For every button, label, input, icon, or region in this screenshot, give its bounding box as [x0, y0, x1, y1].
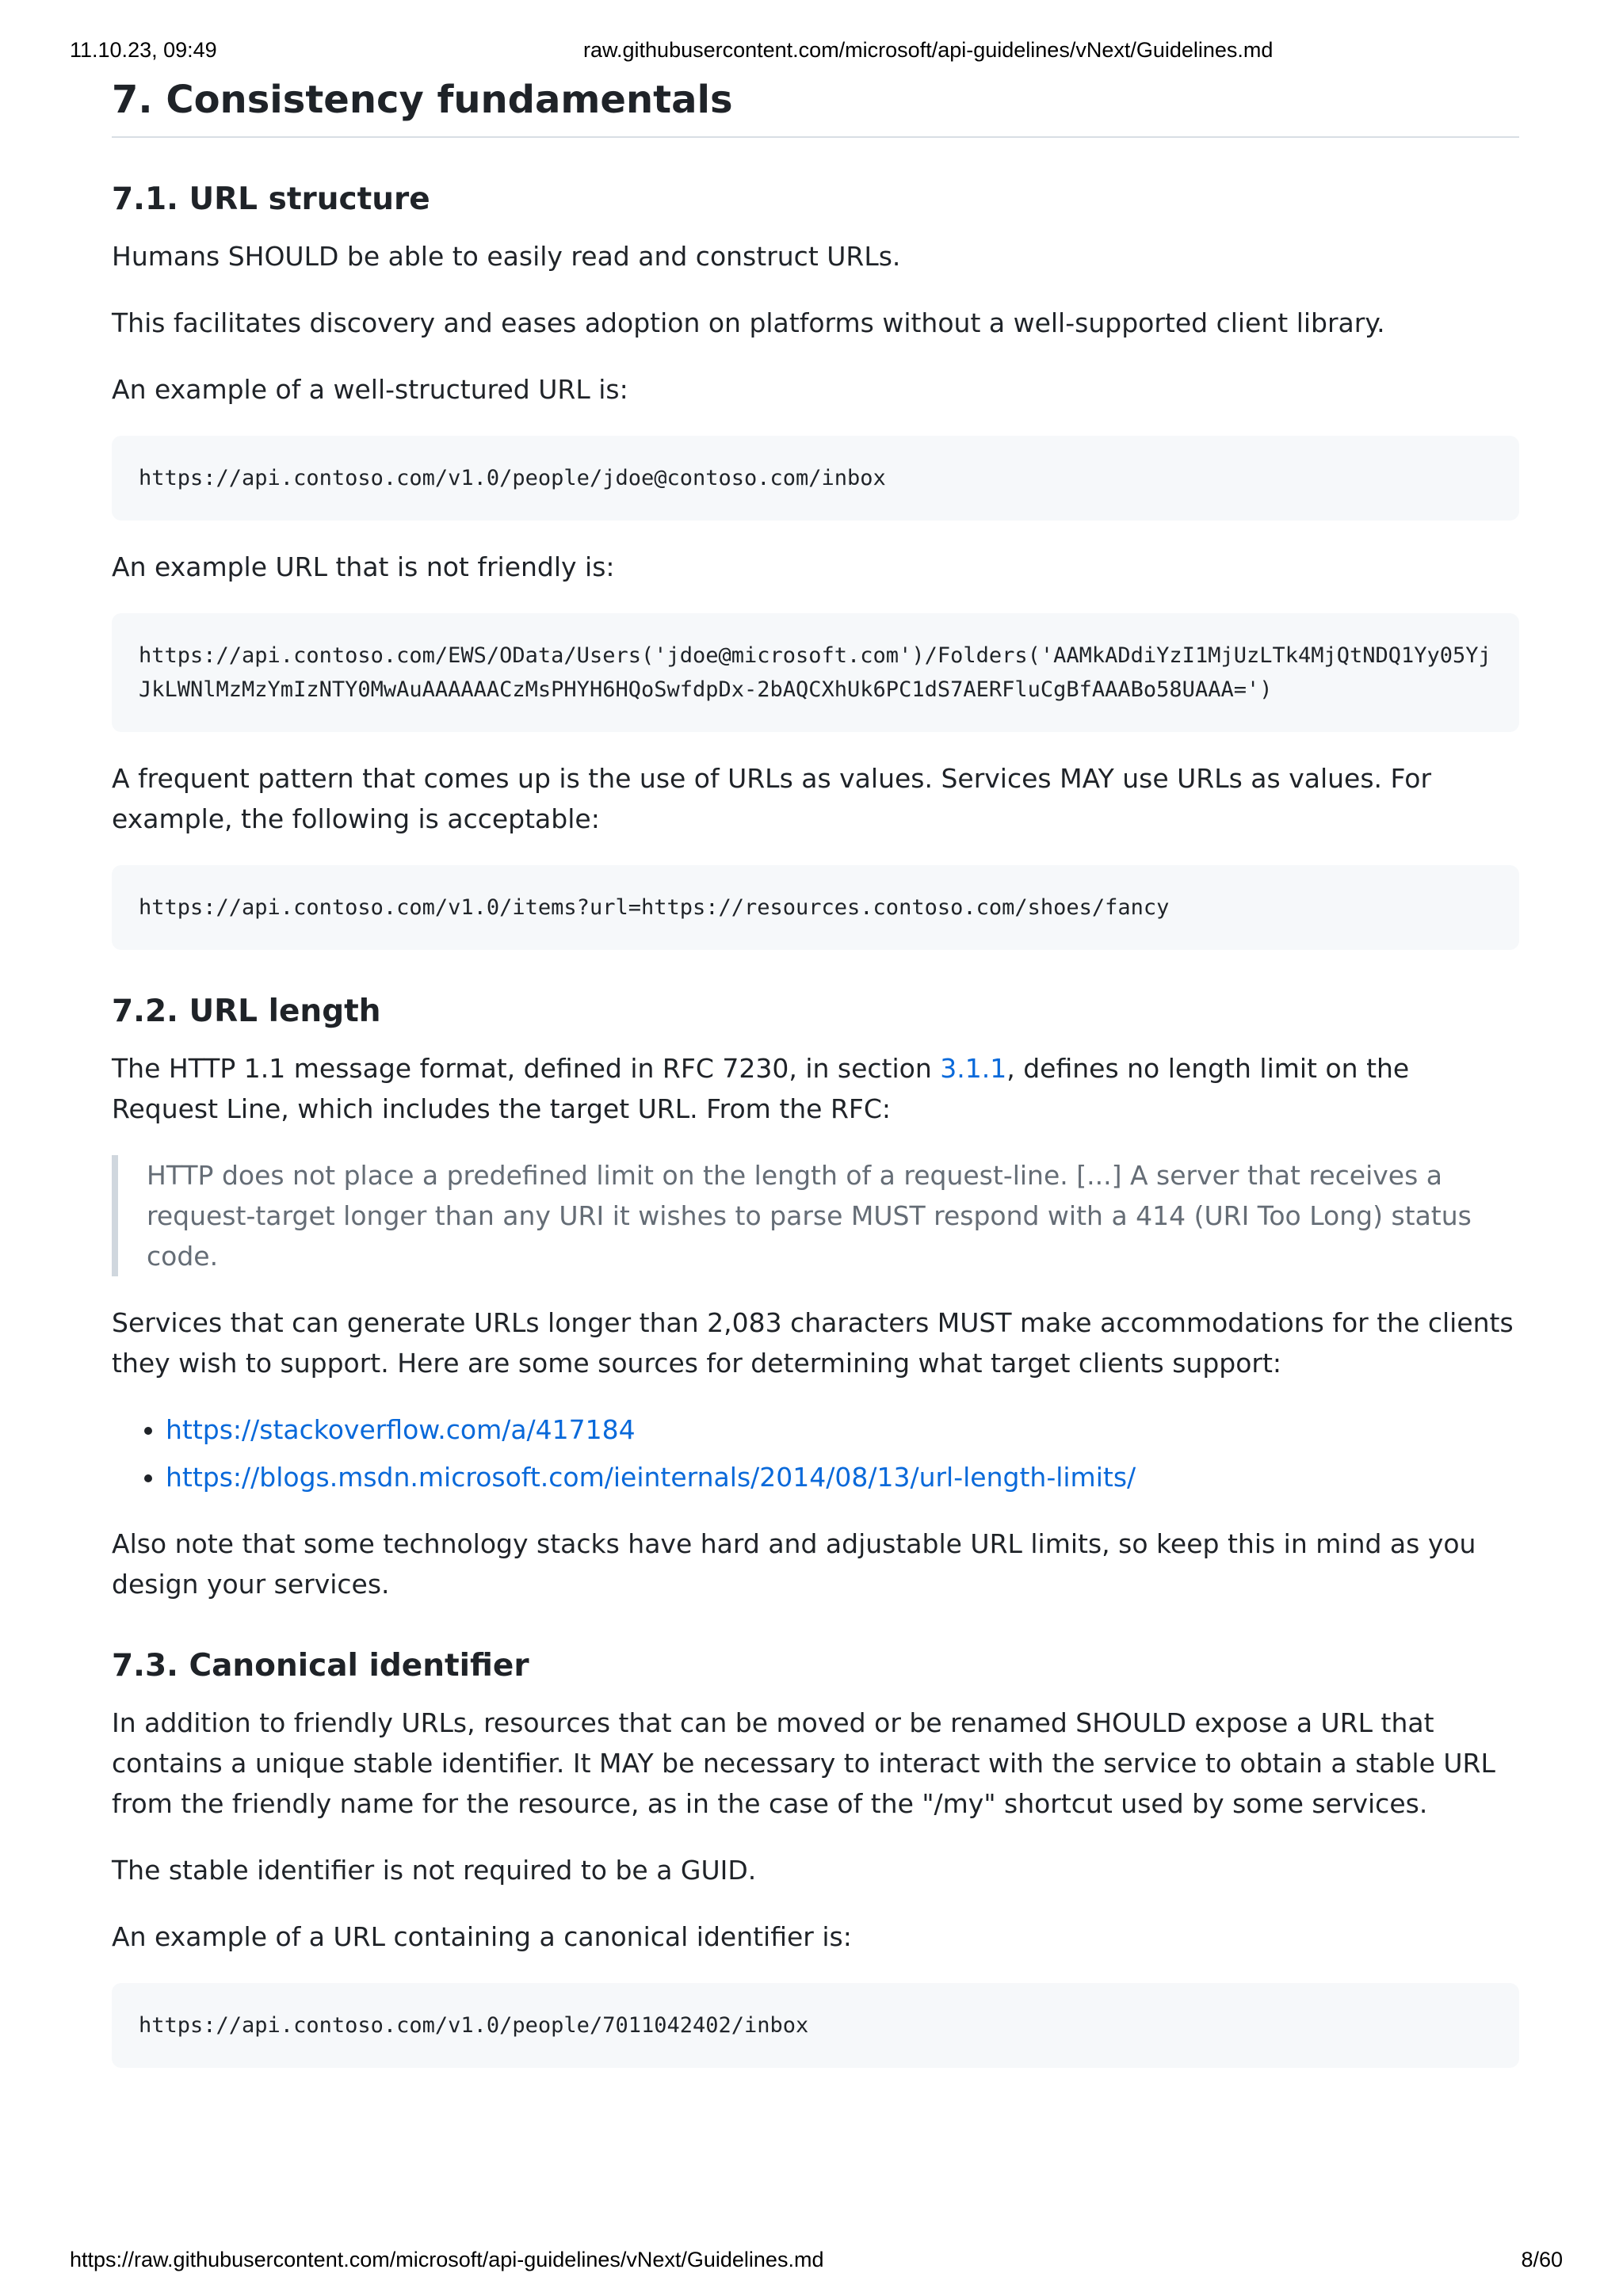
code-block-well-structured-url: https://api.contoso.com/v1.0/people/jdoe@contoso.com/inbox — [112, 436, 1519, 521]
list-item — [166, 1409, 1519, 1450]
list-item — [166, 1457, 1519, 1497]
paragraph: In addition to friendly URLs, resources that can be moved or be renamed SHOULD expose a URL that contains a unique stable identifier. It MAY be necessary to interact with the service to obtain a stable URL from the friendly name for the resource, as in the case of the "/my" shortcut used by some services. — [112, 1707, 1495, 1819]
paragraph: Services that can generate URLs longer than 2,083 characters MUST make accommodations for the clients they wish to support. Here are some sources for determining what target clients support: — [112, 1307, 1514, 1379]
rfc-section-link[interactable]: 3.1.1 — [940, 1053, 1007, 1084]
section-heading-canonical-identifier: 7.3. Canonical identifier — [112, 1648, 529, 1684]
document-content — [112, 76, 1519, 2094]
stackoverflow-link[interactable]: https://stackoverflow.com/a/417184 — [166, 1414, 636, 1445]
section-heading-url-structure: 7.1. URL structure — [112, 181, 430, 217]
print-header-url: raw.githubusercontent.com/microsoft/api-guidelines/vNext/Guidelines.md — [583, 38, 1274, 62]
paragraph: A frequent pattern that comes up is the use of URLs as values. Services MAY use URLs as values. For example, the following is acceptable: — [112, 763, 1432, 834]
section-heading-consistency-fundamentals: 7. Consistency fundamentals — [112, 76, 1519, 138]
code-block-canonical-url: https://api.contoso.com/v1.0/people/7011042402/inbox — [112, 1983, 1519, 2068]
print-header — [0, 38, 1623, 65]
code-block-url-as-value: https://api.contoso.com/v1.0/items?url=https://resources.contoso.com/shoes/fancy — [112, 865, 1519, 950]
text: The HTTP 1.1 message format, defined in RFC 7230, in section — [112, 1053, 941, 1084]
print-datetime: 11.10.23, 09:49 — [70, 38, 217, 62]
code-block-unfriendly-url: https://api.contoso.com/EWS/OData/Users('jdoe@microsoft.com')/Folders('AAMkADdiYzI1MjUzLTk4MjQtNDQ1Yy05YjJkLWNlMzMzYmIzNTY0MwAuAAAAAACzMsPHYH6HQoSwfdpDx-2bAQCXhUk6PC1dS7AERFluCgBfAAABo58UAAA=') — [112, 613, 1519, 732]
msdn-blog-link[interactable]: https://blogs.msdn.microsoft.com/ieinternals/2014/08/13/url-length-limits/ — [166, 1462, 1136, 1493]
paragraph: This facilitates discovery and eases adoption on platforms without a well-supported client library. — [112, 307, 1385, 338]
paragraph: The stable identifier is not required to be a GUID. — [112, 1855, 757, 1886]
paragraph: Also note that some technology stacks have hard and adjustable URL limits, so keep this in mind as you design your services. — [112, 1528, 1476, 1600]
paragraph — [112, 1048, 1519, 1129]
sources-list — [112, 1409, 1519, 1497]
print-footer-url: https://raw.githubusercontent.com/microsoft/api-guidelines/vNext/Guidelines.md — [70, 2248, 824, 2271]
print-footer — [0, 2248, 1623, 2275]
text: , defines no length limit on the Request Line, which includes the target URL. From the RFC: — [112, 1053, 1410, 1124]
paragraph: An example of a URL containing a canonical identifier is: — [112, 1921, 852, 1952]
section-heading-url-length: 7.2. URL length — [112, 994, 381, 1029]
rfc-quote: HTTP does not place a predefined limit on the length of a request-line. [...] A server that receives a request-target longer than any URI it wishes to parse MUST respond with a 414 (URI Too Long) status code. — [112, 1155, 1519, 1276]
paragraph: An example URL that is not friendly is: — [112, 551, 615, 582]
paragraph: An example of a well-structured URL is: — [112, 374, 628, 405]
paragraph: Humans SHOULD be able to easily read and construct URLs. — [112, 241, 901, 272]
page-number: 8/60 — [1521, 2248, 1563, 2271]
